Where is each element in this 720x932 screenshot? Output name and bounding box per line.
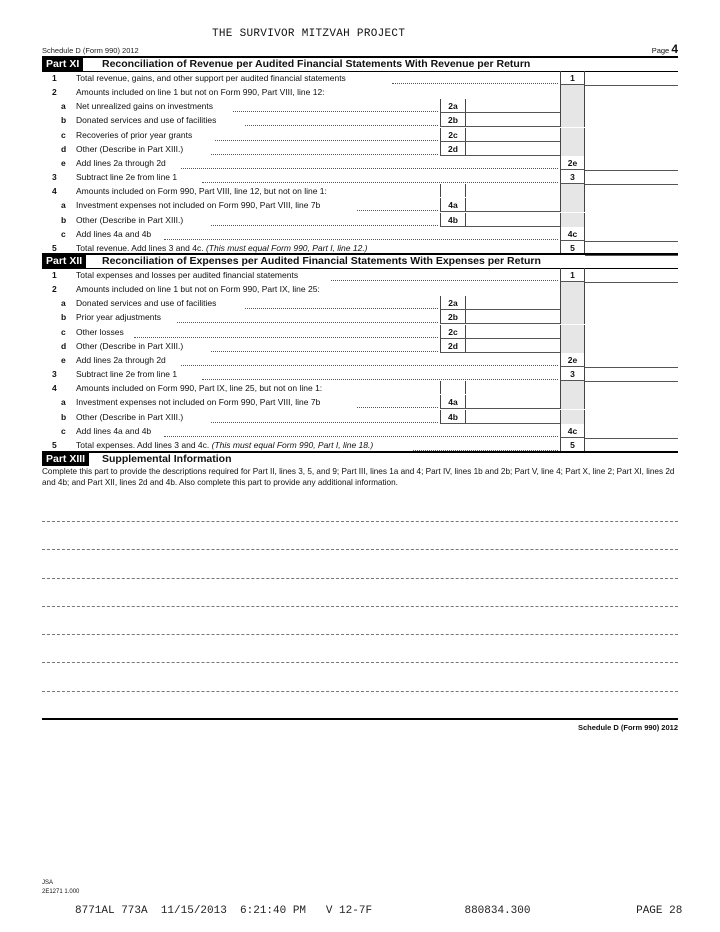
line-description: Total expenses and losses per audited financial statements	[76, 270, 299, 280]
line-reference-column: 3	[560, 367, 585, 381]
form-line	[42, 85, 678, 99]
footer-schedule-label: Schedule D (Form 990) 2012	[577, 723, 678, 732]
part-xii-header	[42, 255, 678, 269]
sub-line-label: 2b	[440, 113, 466, 127]
amount-field-2a[interactable]	[464, 99, 560, 113]
amount-field-4a[interactable]	[464, 395, 560, 409]
line-number: d	[61, 143, 67, 154]
line-reference-column	[560, 395, 585, 409]
dot-leader	[164, 237, 558, 240]
sub-line-label-spacer	[440, 381, 466, 394]
dot-leader	[211, 420, 438, 423]
line-reference-column	[560, 213, 585, 227]
form-line	[42, 71, 678, 85]
sub-line-label: 4a	[440, 395, 466, 409]
line-number: c	[61, 425, 66, 436]
amount-field-3[interactable]	[585, 367, 678, 382]
form-line	[42, 142, 678, 156]
amount-field-2d[interactable]	[464, 142, 560, 156]
amount-field-2a[interactable]	[464, 296, 560, 310]
dot-leader	[211, 223, 438, 226]
organization-name: THE SURVIVOR MITZVAH PROJECT	[212, 28, 406, 40]
line-description: Add lines 2a through 2d	[76, 354, 166, 365]
amount-column	[585, 213, 678, 227]
line-description: Add lines 2a through 2d	[76, 157, 166, 168]
amount-column	[585, 410, 678, 424]
line-description: Investment expenses not included on Form 990, Part VIII, line 7b	[76, 397, 321, 408]
line-number: d	[61, 340, 67, 351]
amount-field-3[interactable]	[585, 170, 678, 185]
form-line	[42, 395, 678, 409]
line-description: Total revenue. Add lines 3 and 4c. (This must equal Form 990, Part I, line 12.)	[76, 242, 368, 253]
form-line	[42, 113, 678, 127]
line-reference-column	[560, 128, 585, 142]
line-description: Subtract line 2e from line 1	[76, 172, 178, 183]
line-reference-column	[560, 310, 585, 324]
form-line	[42, 381, 678, 395]
amount-column	[585, 85, 678, 99]
form-line	[42, 438, 678, 452]
form-line	[42, 296, 678, 310]
line-number: 3	[52, 369, 57, 380]
sub-line-label: 4a	[440, 198, 466, 212]
form-line	[42, 353, 678, 367]
line-reference-column	[560, 99, 585, 113]
amount-column	[585, 198, 678, 212]
amount-field-2e[interactable]	[585, 353, 678, 368]
amount-column	[585, 310, 678, 324]
line-number: 4	[52, 383, 57, 394]
line-reference-column: 1	[560, 71, 585, 85]
amount-column	[585, 282, 678, 296]
line-number: 1	[52, 73, 57, 83]
dot-leader	[202, 180, 558, 183]
amount-field-1[interactable]	[585, 71, 678, 86]
dot-leader	[181, 166, 558, 169]
amount-column	[585, 296, 678, 310]
part-xi-tag: Part XI	[42, 58, 83, 71]
line-reference-column: 1	[560, 268, 585, 282]
line-reference-column	[560, 142, 585, 156]
part-xiii-header	[42, 453, 678, 466]
form-line	[42, 282, 678, 296]
sub-line-label: 2a	[440, 99, 466, 113]
amount-column	[585, 184, 678, 198]
form-line	[42, 128, 678, 142]
line-number: c	[61, 228, 66, 239]
dot-leader	[357, 405, 438, 408]
amount-column	[585, 113, 678, 127]
form-line	[42, 339, 678, 353]
line-reference-column: 2e	[560, 156, 585, 170]
line-description: Amounts included on Form 990, Part VIII, line 12, but not on line 1:	[76, 186, 327, 197]
dot-leader	[211, 349, 438, 352]
form-line	[42, 184, 678, 198]
amount-field-4a[interactable]	[464, 198, 560, 212]
line-reference-column	[560, 198, 585, 212]
dot-leader	[245, 306, 438, 309]
line-number: 1	[52, 270, 57, 280]
form-line	[42, 367, 678, 381]
dot-leader	[215, 138, 438, 141]
line-number: e	[61, 354, 66, 365]
dot-leader	[245, 123, 438, 126]
line-description: Other (Describe in Part XIII.)	[76, 143, 184, 154]
dot-leader	[331, 278, 558, 281]
line-number: e	[61, 157, 66, 168]
sub-line-label: 2d	[440, 339, 466, 353]
amount-field-1[interactable]	[585, 268, 678, 283]
dot-leader	[233, 109, 439, 112]
line-description: Total revenue, gains, and other support per audited financial statements	[76, 73, 346, 83]
amount-field-4b[interactable]	[464, 410, 560, 424]
amount-column	[585, 395, 678, 409]
line-description: Amounts included on Form 990, Part IX, line 25, but not on line 1:	[76, 383, 323, 394]
line-number: a	[61, 101, 66, 112]
form-line	[42, 170, 678, 184]
dot-leader	[357, 208, 438, 211]
line-reference-column: 5	[560, 438, 585, 452]
part-xiii-title: Supplemental Information	[102, 453, 232, 465]
amount-column	[585, 325, 678, 339]
line-reference-column	[560, 184, 585, 198]
form-line	[42, 410, 678, 424]
line-description: Subtract line 2e from line 1	[76, 369, 178, 380]
line-number: 4	[52, 186, 57, 197]
sub-line-label: 2d	[440, 142, 466, 156]
line-description: Amounts included on line 1 but not on Form 990, Part VIII, line 12:	[76, 87, 325, 98]
part-xiii-tag: Part XIII	[42, 453, 89, 466]
line-description: Add lines 4a and 4b	[76, 425, 152, 436]
line-description: Amounts included on line 1 but not on Form 990, Part IX, line 25:	[76, 284, 320, 295]
supplemental-text-line[interactable]	[42, 634, 678, 635]
line-number: b	[61, 411, 67, 422]
form-line	[42, 99, 678, 113]
line-reference-column: 4c	[560, 424, 585, 438]
line-number: 2	[52, 87, 57, 98]
dot-leader	[164, 434, 558, 437]
line-number: a	[61, 298, 66, 309]
dot-leader	[134, 335, 438, 338]
amount-column	[585, 142, 678, 156]
line-reference-column	[560, 410, 585, 424]
line-description: Recoveries of prior year grants	[76, 129, 193, 140]
form-line	[42, 198, 678, 212]
line-reference-column	[560, 85, 585, 99]
line-number: c	[61, 326, 66, 337]
amount-field-2c[interactable]	[464, 325, 560, 339]
line-description: Donated services and use of facilities	[76, 298, 217, 309]
line-description: Other (Describe in Part XIII.)	[76, 411, 184, 422]
line-reference-column	[560, 282, 585, 296]
print-line: 8771AL 773A 11/15/2013 6:21:40 PM V 12-7F 880834.300 PAGE 28	[75, 905, 683, 917]
amount-field-4c[interactable]	[585, 424, 678, 439]
line-description: Net unrealized gains on investments	[76, 101, 214, 112]
amount-field-2e[interactable]	[585, 156, 678, 171]
supplemental-text-line[interactable]	[42, 578, 678, 579]
line-reference-column	[560, 113, 585, 127]
line-number: c	[61, 129, 66, 140]
line-description: Other losses	[76, 326, 124, 337]
dot-leader	[181, 363, 558, 366]
amount-field-2b[interactable]	[464, 310, 560, 324]
line-description: Donated services and use of facilities	[76, 115, 217, 126]
sub-line-label: 2c	[440, 128, 466, 142]
part-xii-tag: Part XII	[42, 255, 86, 268]
part-xi-title: Reconciliation of Revenue per Audited Financial Statements With Revenue per Return	[102, 58, 531, 70]
bottom-rule	[42, 718, 678, 720]
line-reference-column	[560, 325, 585, 339]
line-reference-column	[560, 296, 585, 310]
line-reference-column: 5	[560, 241, 585, 255]
amount-field-2d[interactable]	[464, 339, 560, 353]
form-line	[42, 424, 678, 438]
amount-field-4b[interactable]	[464, 213, 560, 227]
line-reference-column	[560, 339, 585, 353]
amount-field-4c[interactable]	[585, 227, 678, 242]
line-reference-column: 2e	[560, 353, 585, 367]
line-description: Total expenses. Add lines 3 and 4c. (This must equal Form 990, Part I, line 18.)	[76, 439, 374, 450]
supplemental-text-line[interactable]	[42, 606, 678, 607]
sub-line-label-spacer	[440, 184, 466, 197]
line-description: Other (Describe in Part XIII.)	[76, 214, 184, 225]
part-xii-title: Reconciliation of Expenses per Audited Financial Statements With Expenses per Return	[102, 255, 541, 267]
form-line	[42, 156, 678, 170]
sub-line-label: 4b	[440, 410, 466, 424]
form-line	[42, 268, 678, 282]
form-line	[42, 310, 678, 324]
line-number: 5	[52, 439, 57, 450]
dot-leader	[211, 152, 438, 155]
line-number: 3	[52, 172, 57, 183]
sub-line-label: 2b	[440, 310, 466, 324]
amount-column	[585, 381, 678, 395]
form-line	[42, 213, 678, 227]
line-number: b	[61, 214, 67, 225]
schedule-header: Schedule D (Form 990) 2012	[42, 46, 139, 55]
amount-column	[585, 339, 678, 353]
supplemental-text-line[interactable]	[42, 521, 678, 522]
line-description: Other (Describe in Part XIII.)	[76, 340, 184, 351]
dot-leader	[202, 377, 558, 380]
sub-line-label: 4b	[440, 213, 466, 227]
page-number: Page 4	[651, 42, 678, 56]
sub-line-label: 2a	[440, 296, 466, 310]
jsa-code: JSA 2E1271 1.000	[42, 880, 80, 895]
part-xi-header	[42, 58, 678, 72]
part-xiii-instructions: Complete this part to provide the descriptions required for Part II, lines 3, 5, and 9; Part III, lines 1a and 4; Part IV, lines 1b and 2b; Part V, line 4; Part X, line 2; Part XI, lines 2d and 4b; and Part XII, lines 2d and 4b. Also complete this part to provide any additional information.	[42, 467, 675, 487]
amount-field-2c[interactable]	[464, 128, 560, 142]
line-reference-column: 4c	[560, 227, 585, 241]
line-number: 5	[52, 242, 57, 253]
supplemental-text-line[interactable]	[42, 691, 678, 692]
sub-line-label: 2c	[440, 325, 466, 339]
dot-leader	[177, 320, 438, 323]
line-number: 2	[52, 284, 57, 295]
form-line	[42, 325, 678, 339]
form-line	[42, 227, 678, 241]
line-number: b	[61, 312, 67, 323]
supplemental-text-line[interactable]	[42, 549, 678, 550]
line-reference-column	[560, 381, 585, 395]
line-description: Investment expenses not included on Form 990, Part VIII, line 7b	[76, 200, 321, 211]
supplemental-text-line[interactable]	[42, 662, 678, 663]
line-description: Add lines 4a and 4b	[76, 228, 152, 239]
line-number: a	[61, 397, 66, 408]
amount-column	[585, 99, 678, 113]
line-description: Prior year adjustments	[76, 312, 162, 323]
amount-field-2b[interactable]	[464, 113, 560, 127]
line-reference-column: 3	[560, 170, 585, 184]
line-number: a	[61, 200, 66, 211]
line-number: b	[61, 115, 67, 126]
dot-leader	[392, 81, 558, 84]
amount-column	[585, 128, 678, 142]
